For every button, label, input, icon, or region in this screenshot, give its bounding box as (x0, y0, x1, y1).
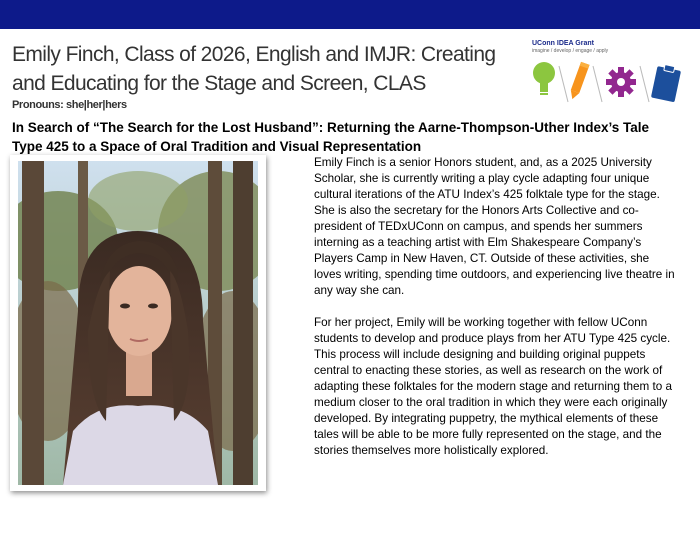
lightbulb-icon (533, 62, 555, 95)
grant-logo (532, 40, 608, 55)
divider-line (593, 66, 602, 102)
portrait-photo (10, 155, 266, 491)
bio-paragraph-1: Emily Finch is a senior Honors student, and, as a 2025 University Scholar, she is currently writing a play cycle adapting four unique cultural iterations of the ATU Index’s 425 folktale type for the stage. She is also the secretary for the Honors Arts Collective and co-president of TEDxUConn on campus, and spends her summers interning as a teaching artist with Elm Shakespeare Company’s Players Camp in New Haven, CT. Outside of these activities, she loves writing, spending time outdoors, and experiencing live theatre in any way she can. (314, 156, 675, 297)
divider-line (640, 66, 649, 102)
gear-icon (606, 67, 636, 97)
divider-line (559, 66, 568, 102)
bio-paragraph-2: For her project, Emily will be working together with fellow UConn students to develop and produce plays from her ATU Type 425 cycle. This process will include designing and building original puppets central to enacting these stories, as well as research on the work of adapting these folktales for the modern stage and returning them to a medium closer to the oral tradition in which they were each originally developed. By integrating puppetry, the mythical elements of these tales will be able to be more fully represented on the stage, and the stories themselves more holistically explored. (314, 316, 672, 457)
top-banner (0, 0, 700, 29)
bio-text (314, 155, 676, 475)
clipboard-icon (651, 63, 682, 102)
portrait-image (18, 161, 258, 485)
project-title: In Search of “The Search for the Lost Husband”: Returning the Aarne-Thompson-Uther Index’s Tale Type 425 to a Space of Oral Tradition and Visual Representation (12, 120, 650, 154)
page-title: Emily Finch, Class of 2026, English and IMJR: Creating and Educating for the Stage and Screen, CLAS (12, 43, 496, 95)
pronouns-label: Pronouns: she|her|hers (12, 99, 127, 111)
pencil-icon (568, 62, 589, 101)
grant-icons (530, 58, 690, 108)
grant-tagline: imagine / develop / engage / apply (532, 48, 609, 54)
grant-name: UConn IDEA Grant (532, 40, 594, 47)
